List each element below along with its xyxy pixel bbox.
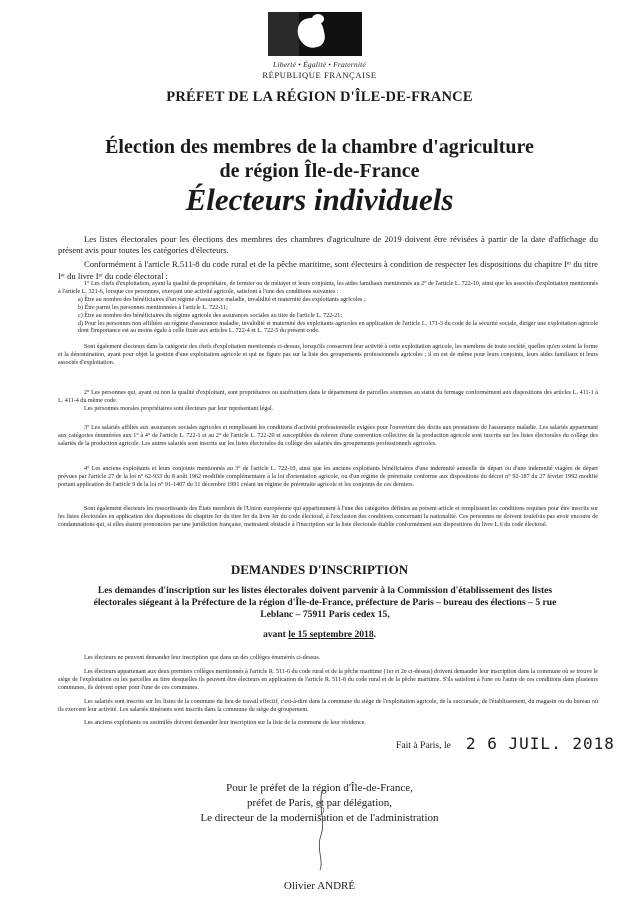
section-1-item-c: c) Être au nombre des bénéficiaires du régime agricole des assurances sociales au titre de l'article L. 722-21;	[78, 312, 343, 319]
section-2-paragraph-1: 2° Les personnes qui, ayant ou non la qualité d'exploitant, sont propriétaires ou usufruitiers dans le département de parcelles soumises au statut du fermage conformément aux dispositions des articles L. 411-1 à L. 411-4 du même code.	[58, 390, 598, 404]
eu-paragraph: Sont également électeurs les ressortissants des États membres de l'Union européenne qui appartiennent à l'une des catégories définies au présent article et remplissent les conditions requises pour être inscrits sur les listes électorales en application des dispositions du chapitre Ier du titre Ier du livre Ier du code électoral, à l'exclusion des conditions concernant la nationalité. Ces personnes ne doivent toutefois pas avoir encouru de condamnations qui, si elles étaient prononcées par une juridiction française, mettraient obstacle à l'inscription sur la liste électorale établie conformément aux dispositions du livre L.6 du code électoral.	[58, 506, 598, 528]
republic-motto: Liberté • Égalité • Fraternité	[273, 60, 366, 69]
signatory-name: Olivier ANDRÉ	[283, 880, 356, 892]
demandes-note-4: Les anciens exploitants ou assimilés doivent demander leur inscription sur la liste de la commune de leur résidence.	[84, 720, 366, 727]
deadline-line	[0, 629, 639, 640]
republique-francaise: RÉPUBLIQUE FRANÇAISE	[262, 70, 377, 80]
section-1-also: Sont également électeurs dans la catégorie des chefs d'exploitation mentionnés ci-dessus, lorsqu'ils consacrent leur activité à cette exploitation agricole, les membres de toute société, quelles qu'en soient la forme et la dénomination, ayant pour objet la gestion d'une exploitation agricole et qui ne figure pas sur la liste des groupements professionnels agricoles ; il en est de même pour leurs conjoints, leurs aides familiaux et leurs associés d'exploitation.	[58, 344, 598, 367]
signature-line-2: préfet de Paris, et par délégation,	[246, 797, 393, 809]
section-1-item-d: d) Pour les personnes non affiliées au régime d'assurance maladie, invalidité et maternité des exploitants agricoles en application de l'article L. 171-3 du code de la sécurité sociale, diriger une exploitation agricole dont l'importance est au moins égale à celle fixée aux articles L. 722-4 et L. 722-5 du présent code.	[78, 320, 598, 335]
demandes-note-2: Les électeurs appartenant aux deux premiers collèges mentionnés à l'article R. 511-6 du code rural et de la pêche maritime (1er et 2e ci-dessus) doivent demander leur inscription dans la commune où se trouve le siège de l'exploitation ou les parcelles au titre desquelles ils peuvent être électeurs en application de l'article R. 511-8 du code rural et de la pêche maritime. S'ils satisfont à l'une ou l'autre de ces conditions dans plusieurs communes, ils doivent opter pour l'une de ces communes.	[58, 668, 598, 691]
marianne-logo	[268, 12, 362, 56]
section-3-paragraph: 3° Les salariés affiliés aux assurances sociales agricoles et remplissant les conditions d'activité professionnelle exigées pour l'ouverture des droits aux prestations de l'assurance maladie. Les salariés appartenant aux catégories énumérées aux 1° à 4° de l'article L. 722-1 et au 2° de l'article L. 722-20 et susceptibles de relever d'une convention collective de la production agricole sont inscrits sur les listes électorales du collège des salariés de la production agricole. Les autres salariés sont inscrits sur les listes électorales du collège des salariés des groupements professionnels agricoles.	[58, 425, 598, 447]
section-1	[58, 281, 598, 368]
section-4	[58, 466, 598, 490]
signature-line-3: Le directeur de la modernisation et de l'administration	[200, 812, 439, 824]
demandes-bold-text: Les demandes d'inscription sur les listes électorales doivent parvenir à la Commission d'établissement des listes électorales siégeant à la Préfecture de la région d'Île-de-France, préfecture de Paris – bureau des élections – 5 rue Leblanc – 75911 Paris cedex 15,	[93, 585, 557, 621]
title-line-3: Électeurs individuels	[185, 182, 454, 217]
eu-section	[58, 506, 598, 530]
section-2-paragraph-2: Les personnes morales propriétaires sont électeurs par leur représentant légal.	[84, 405, 274, 412]
intro-paragraph-1: Les listes électorales pour les élections des membres des chambres d'agriculture de 2019 doivent être révisées à partir de la date d'affichage du présent avis pour toutes les catégories d'électeurs.	[58, 234, 598, 256]
section-3	[58, 425, 598, 449]
section-2	[58, 390, 598, 414]
demandes-note-1: Les électeurs ne peuvent demander leur inscription que dans un des collèges énumérés ci-dessus.	[84, 655, 321, 661]
title-line-2: de région Île-de-France	[219, 160, 420, 182]
section-4-paragraph: 4° Les anciens exploitants et leurs conjoints mentionnés au 3° de l'article L. 722-10, ainsi que les anciens exploitants bénéficiaires d'une indemnité annuelle de départ ou d'une indemnité viagère de départ prévues par l'article 27 de la loi n° 62-933 du 8 août 1962 modifiée complémentaire à la loi d'orientation agricole, ou d'un régime de préretraite conforme aux dispositions du décret n° 92-187 du 27 février 1992 modifié portant application de l'article 9 de la loi n° 91-1407 du 31 décembre 1991 créant un régime de préretraite agricole et les conjoints de ces derniers.	[58, 466, 598, 488]
handwritten-signature	[312, 790, 332, 870]
signature-line-1: Pour le préfet de la région d'Île-de-France,	[226, 782, 413, 794]
section-1-lead: 1° Les chefs d'exploitation, ayant la qualité de propriétaire, de fermier ou de métayer et leurs conjoints, les aides familiaux mentionnés au 2° de l'article L. 722-10, ainsi que les associés d'exploitation mentionnés à l'article L. 321-6, lorsque ces personnes, exerçant une activité agricole, satisfont à l'une des conditions suivantes :	[58, 281, 598, 295]
date-stamp: 2 6 JUIL. 2018	[466, 734, 615, 753]
section-1-item-b: b) Être parmi les personnes mentionnées à l'article L. 722-11;	[78, 304, 228, 311]
section-1-item-a: a) Être au nombre des bénéficiaires d'un régime d'assurance maladie, invalidité et maternité des exploitants agricoles ;	[78, 296, 366, 303]
fait-a-paris: Fait à Paris, le	[396, 740, 451, 751]
intro-section	[58, 234, 598, 282]
title-line-1: Élection des membres de la chambre d'agriculture	[105, 136, 534, 158]
deadline-prefix: avant	[262, 629, 289, 640]
deadline-date: le 15 septembre 2018	[288, 629, 374, 640]
demandes-heading: DEMANDES D'INSCRIPTION	[230, 562, 409, 577]
prefet-heading: PRÉFET DE LA RÉGION D'ÎLE-DE-FRANCE	[166, 89, 473, 105]
deadline-suffix: .	[373, 629, 377, 640]
demandes-note-3: Les salariés sont inscrits sur les listes de la commune du lieu de travail effectif, c'est-à-dire dans la commune du siège de l'exploitation agricole, de la succursale, de l'établissement, du magasin ou du bureau où ils exercent leur activité. Les salariés itinérants sont inscrits dans la commune du siège du groupement.	[58, 698, 598, 713]
demandes-notes	[58, 655, 598, 728]
intro-paragraph-2: Conformément à l'article R.511-8 du code rural et de la pêche maritime, sont électeurs à condition de respecter les dispositions du chapitre Iᵉʳ du titre Iᵉʳ du livre Iᵉʳ du code électoral :	[58, 259, 598, 281]
